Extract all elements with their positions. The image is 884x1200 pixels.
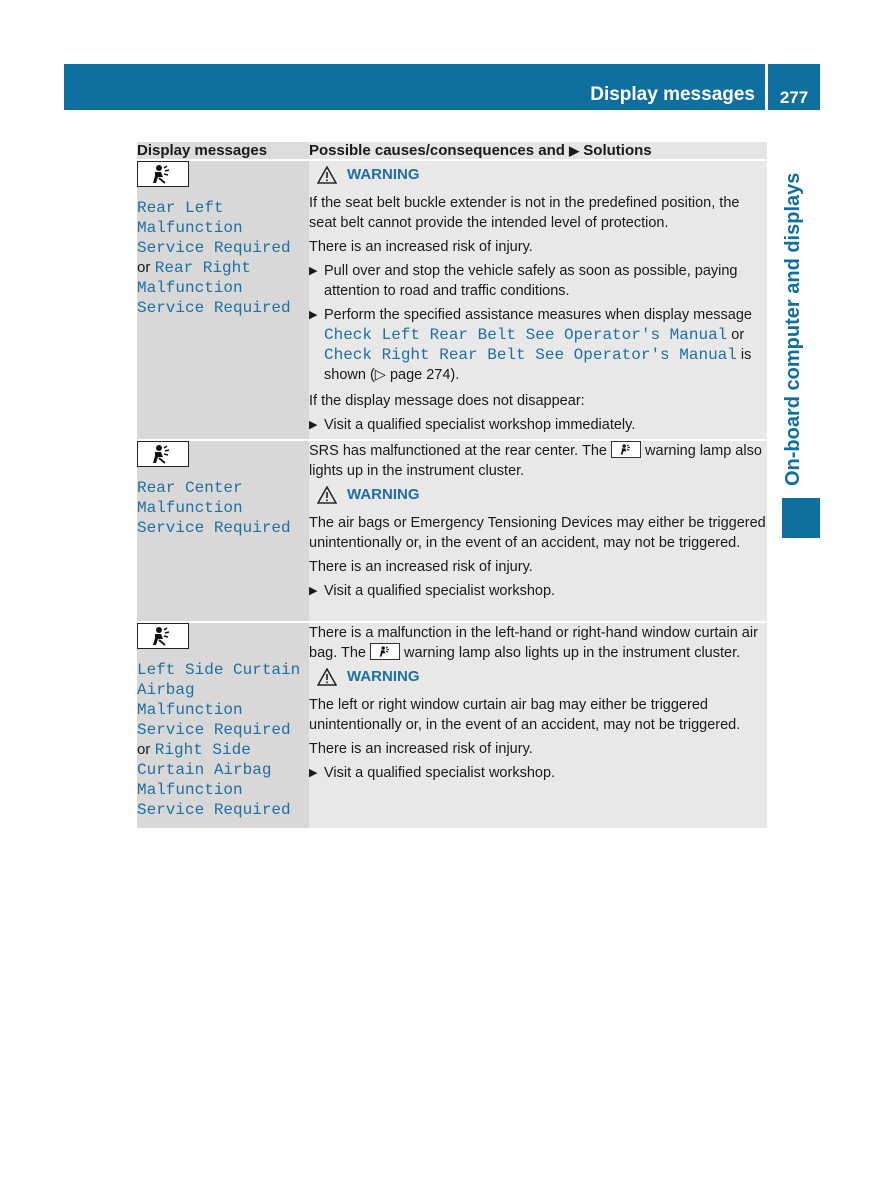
- side-tab-marker: [782, 498, 820, 538]
- header-bar: [64, 64, 765, 110]
- causes-cell: WARNING If the seat belt buckle extender is not in the predefined position, the seat belt cannot provide the intended level of protection. There is an increased risk of injury. ▶ Pull over and stop the vehicle safely as soon as possible, paying attention to road and traffic conditions. ▶ Perform the specified assistance measures when display message Check Left Rear Belt See Operator's Manual or Check Right Rear Belt See Operator's Manual is shown (▷ page 274). If the display message does not disappear: ▶ Visit a qualified specialist workshop immediately.: [309, 160, 767, 440]
- warning-heading: WARNING: [317, 485, 767, 505]
- side-tab-label: On-board computer and displays: [782, 172, 804, 486]
- display-message: Left Side Curtain: [137, 661, 301, 679]
- airbag-warning-icon: [370, 643, 400, 660]
- bullet-triangle-icon: ▶: [309, 585, 318, 597]
- col-header-messages: Display messages: [137, 142, 309, 160]
- display-message: Rear Center: [137, 479, 243, 497]
- warning-triangle-icon: [317, 166, 337, 184]
- causes-cell: SRS has malfunctioned at the rear center. The warning lamp also lights up in the instrument cluster. WARNING The air bags or Emergency Tensioning Devices may either be triggered unintentionally or, in the event of an accident, may not be triggered. There is an increased risk of injury. ▶ Visit a qualified specialist workshop.: [309, 440, 767, 622]
- page-number: 277: [768, 64, 820, 110]
- warning-heading: WARNING: [317, 667, 767, 687]
- bullet-triangle-icon: ▶: [309, 419, 318, 431]
- table-row: [137, 622, 767, 828]
- table-row: [137, 440, 767, 622]
- airbag-warning-icon: [137, 161, 189, 187]
- warning-heading: WARNING: [317, 165, 767, 185]
- list-item: ▶ Visit a qualified specialist workshop.: [309, 765, 556, 781]
- warning-triangle-icon: [317, 668, 337, 686]
- bullet-triangle-icon: ▶: [309, 767, 318, 779]
- list-item: ▶ Visit a qualified specialist workshop immediately.: [309, 417, 636, 433]
- bullet-triangle-icon: ▶: [309, 309, 318, 321]
- display-messages-table: [137, 142, 767, 828]
- causes-cell: There is a malfunction in the left-hand or right-hand window curtain air bag. The warning lamp also lights up in the instrument cluster. WARNING The left or right window curtain air bag may either be triggered unintentionally or, in the event of an accident, may not be triggered. There is an increased risk of injury. ▶ Visit a qualified specialist workshop.: [309, 622, 767, 828]
- airbag-warning-icon: [137, 441, 189, 467]
- list-item: ▶ Visit a qualified specialist workshop.: [309, 583, 556, 599]
- bullet-triangle-icon: ▶: [309, 265, 318, 277]
- solution-arrow-icon: ▶: [569, 143, 580, 158]
- table-row: [137, 160, 767, 440]
- display-message: Rear Left: [137, 199, 224, 217]
- list-item: ▶ Pull over and stop the vehicle safely as soon as possible, paying attention to road and traffic conditions.: [309, 263, 738, 299]
- airbag-warning-icon: [611, 441, 641, 458]
- list-item: ▶ Perform the specified assistance measures when display message Check Left Rear Belt See Operator's Manual or Check Right Rear Belt See Operator's Manual is shown (▷ page 274).: [309, 307, 752, 383]
- col-header-causes: Possible causes/consequences and ▶ Solutions: [309, 142, 767, 160]
- message-cell: Rear Left Malfunction Service Required or Rear Right Malfunction Service Required: [137, 160, 309, 440]
- message-cell: Rear Center Malfunction Service Required: [137, 440, 309, 622]
- page-title: Display messages: [590, 84, 755, 105]
- table-header-row: [137, 142, 767, 160]
- message-cell: Left Side Curtain Airbag Malfunction Service Required or Right Side Curtain Airbag Malfunction Service Required: [137, 622, 309, 828]
- warning-triangle-icon: [317, 486, 337, 504]
- airbag-warning-icon: [137, 623, 189, 649]
